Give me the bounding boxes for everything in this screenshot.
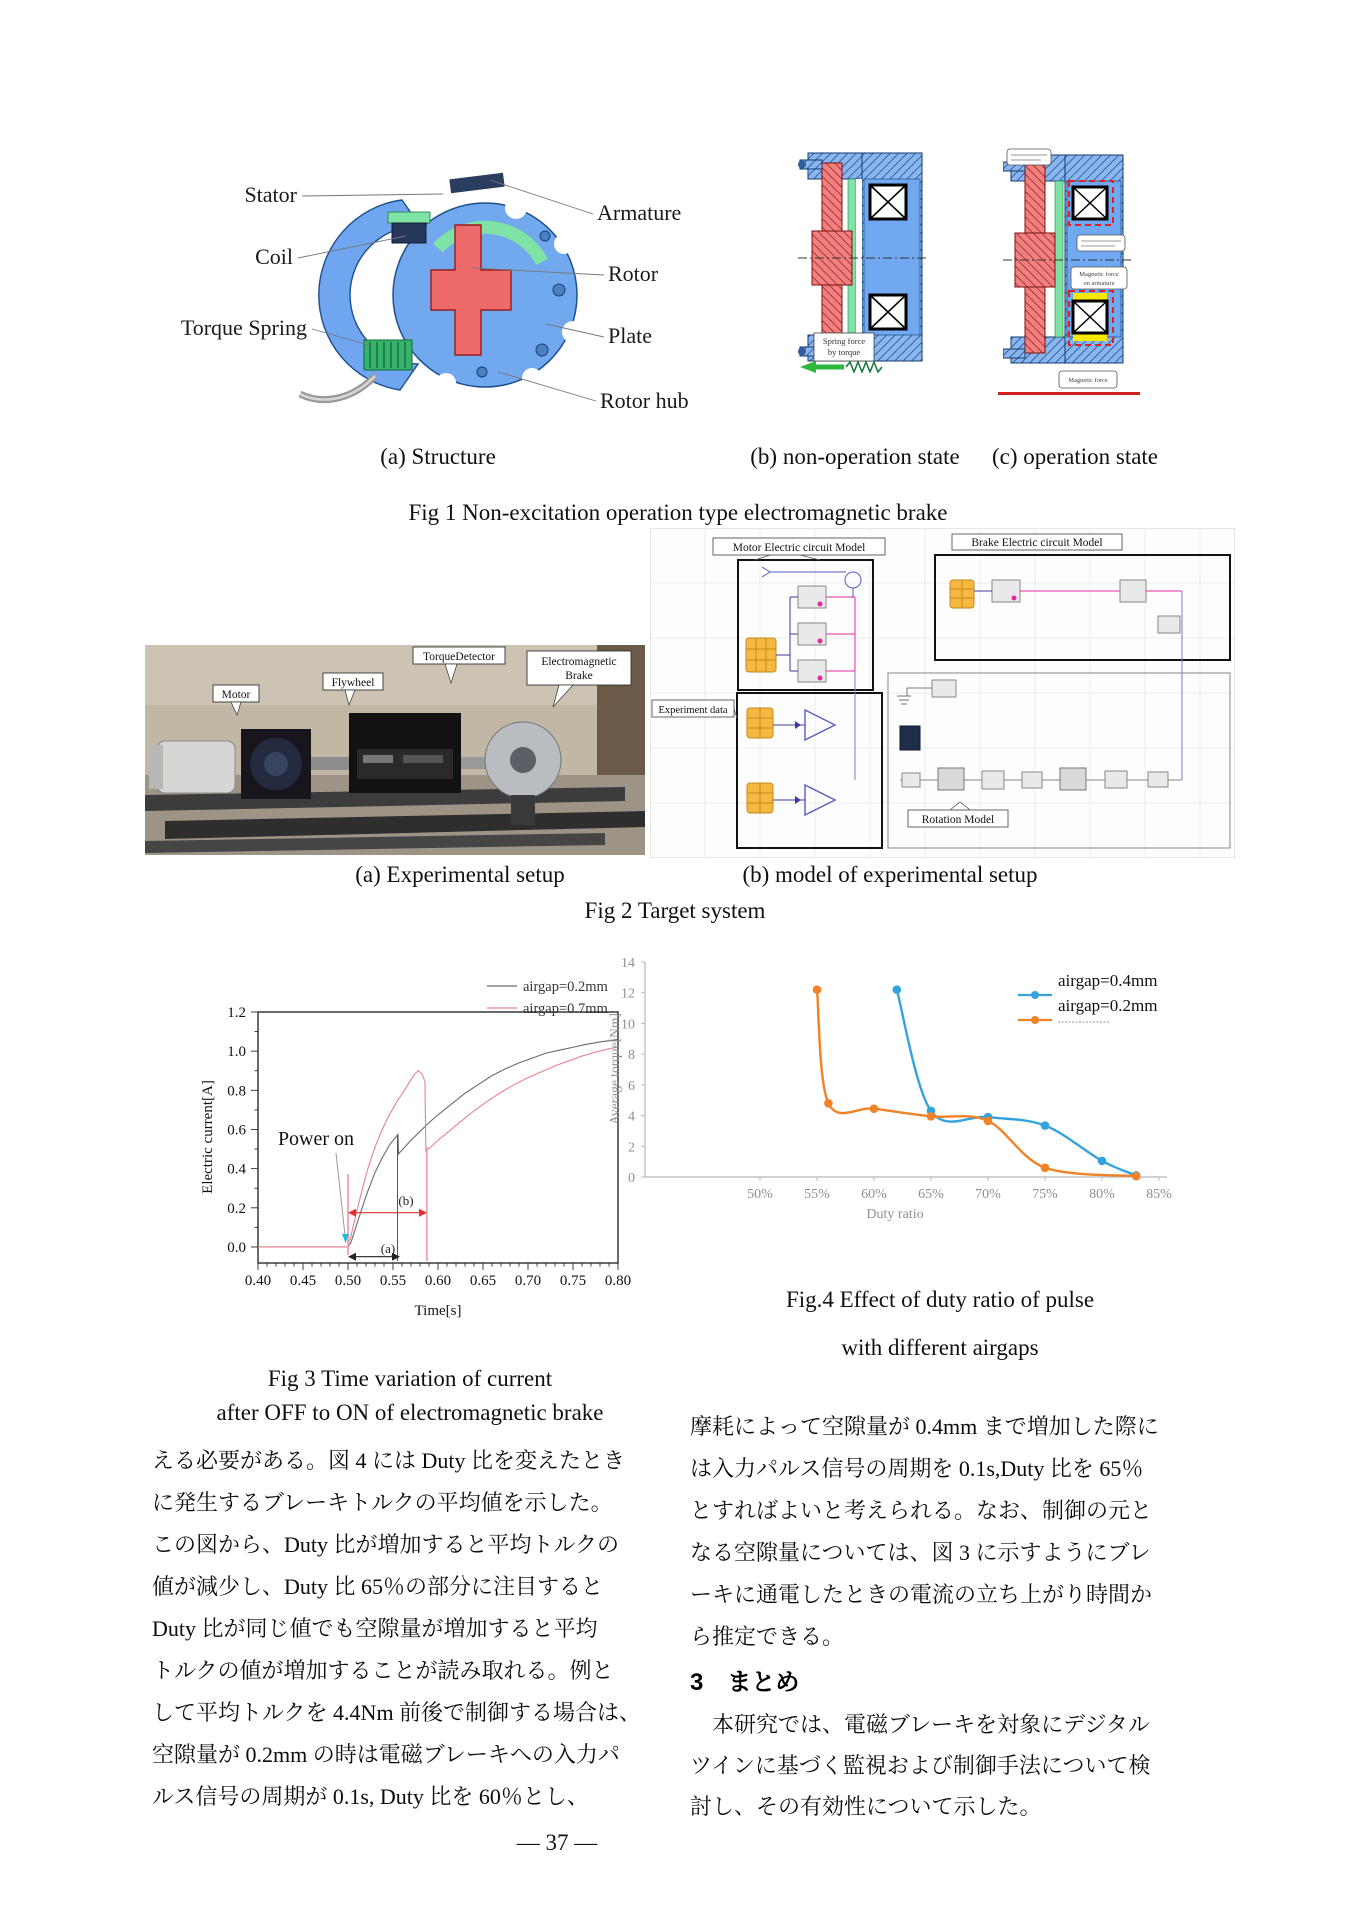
fig1a-structure-diagram [150,140,700,430]
svg-text:14: 14 [621,956,635,972]
svg-text:1.0: 1.0 [227,1044,246,1061]
spring-force-label-1: Spring force [822,336,866,346]
right-text-line: 摩耗によって空隙量が 0.4mm まで増加した際に [690,1414,1159,1439]
svg-text:(a): (a) [380,1241,396,1256]
section-heading: 3 まとめ [690,1669,800,1696]
fig2-sub-caption-b: (b) model of experimental setup [742,862,1038,887]
right-text-line: とすればよいと考えられる。なお、制御の元と [690,1498,1153,1523]
coil-block [392,223,426,243]
model-label-motor: Motor Electric circuit Model [732,542,866,554]
fig4-caption-line2: with different airgaps [841,1335,1039,1360]
svg-text:0.75: 0.75 [559,1273,587,1289]
left-text-line: 空隙量が 0.2mm の時は電磁ブレーキへの入力パ [152,1742,620,1767]
left-text-line: に発生するブレーキトルクの平均値を示した。 [152,1490,613,1515]
svg-text:0.60: 0.60 [424,1273,452,1289]
svg-text:0.80: 0.80 [604,1273,632,1289]
photo-label-brake-2: Brake [565,670,593,682]
svg-text:airgap=0.2mm: airgap=0.2mm [523,979,608,995]
label-plate: Plate [608,323,652,348]
fig1-sub-caption-b: (b) non-operation state [750,444,960,469]
left-text-line: 値が減少し、Duty 比 65％の部分に注目すると [152,1574,604,1599]
model-label-brake: Brake Electric circuit Model [971,537,1103,549]
magnetic-force-label-2: on armature [1083,280,1115,287]
svg-text:0.2: 0.2 [227,1200,246,1217]
fig2-sub-caption-a: (a) Experimental setup [355,862,565,887]
left-text-line: ルス信号の周期が 0.1s, Duty 比を 60％とし、 [152,1784,589,1809]
svg-text:0: 0 [628,1171,635,1186]
photo-label-brake-1: Electromagnetic [541,656,617,668]
right-text-line: は入力パルス信号の周期を 0.1s,Duty 比を 65％ [690,1456,1144,1481]
spring-force-label-2: by torque [827,347,861,357]
svg-text:airgap=0.4mm: airgap=0.4mm [1058,971,1158,990]
svg-text:0.4: 0.4 [227,1161,246,1178]
fig3-caption-line1: Fig 3 Time variation of current [267,1366,553,1391]
label-rotor: Rotor [608,261,659,286]
svg-text:0.40: 0.40 [244,1273,272,1289]
fig1b-non-operation-diagram [798,143,928,373]
svg-text:4: 4 [628,1109,635,1125]
fig4-caption-line1: Fig.4 Effect of duty ratio of pulse [785,1287,1095,1312]
red-underline [998,392,1140,395]
label-coil: Coil [255,244,293,269]
fig4-torque-chart [605,955,1190,1235]
spring-force-arrow [800,361,816,373]
svg-text:Duty ratio: Duty ratio [866,1207,924,1222]
right-column-text [690,1406,1230,1658]
summary-line: 本研究では、電磁ブレーキを対象にデジタル [690,1712,1150,1737]
svg-text:1.2: 1.2 [227,1005,246,1021]
left-text-line: トルクの値が増加することが読み取れる。例と [152,1658,614,1683]
label-rotor-hub: Rotor hub [600,388,689,413]
svg-text:55%: 55% [804,1187,830,1202]
photo-label-motor: Motor [221,689,251,701]
svg-text:65%: 65% [918,1187,944,1202]
summary-text [690,1704,1230,1827]
svg-text:12: 12 [621,986,635,1002]
armature-strip [449,173,504,193]
fig1-sub-caption-c: (c) operation state [991,444,1159,469]
fig1-caption: Fig 1 Non-excitation operation type electromagnetic brake [408,500,948,525]
model-label-experiment: Experiment data [658,705,728,716]
left-text-line: Duty 比が同じ値でも空隙量が増加すると平均 [152,1616,598,1641]
cable [300,376,375,400]
fig2a-experimental-setup-photo [145,645,645,855]
left-text-line: して平均トルクを 4.4Nm 前後で制御する場合は、 [152,1700,642,1725]
label-armature: Armature [597,200,682,225]
svg-text:0.0: 0.0 [227,1239,246,1256]
svg-text:60%: 60% [861,1187,887,1202]
svg-text:70%: 70% [975,1187,1001,1202]
svg-text:10: 10 [621,1017,635,1033]
left-text-line: この図から、Duty 比が増加すると平均トルクの [152,1532,620,1557]
svg-text:airgap=0.7mm: airgap=0.7mm [523,1001,608,1017]
svg-text:85%: 85% [1146,1187,1172,1202]
svg-text:0.70: 0.70 [514,1273,542,1289]
magnetic-force-label-3: Magnetic force [1068,377,1108,384]
svg-text:0.45: 0.45 [289,1273,317,1289]
fig3-caption [150,1362,670,1430]
photo-motor [157,741,235,793]
svg-text:50%: 50% [747,1187,773,1202]
fig3-current-chart [150,955,650,1355]
label-torque-spring: Torque Spring [180,315,307,340]
fig1-sub-caption-a: (a) Structure [380,444,496,469]
svg-text:0.55: 0.55 [379,1273,407,1289]
svg-text:75%: 75% [1032,1187,1058,1202]
fig1c-operation-diagram [1003,143,1131,393]
summary-line: ツインに基づく監視および制御手法について検 [690,1753,1151,1778]
left-column-text [152,1440,672,1818]
fig2-caption: Fig 2 Target system [584,898,766,923]
svg-text:(b): (b) [398,1193,414,1208]
fig3-caption-line2: after OFF to ON of electromagnetic brake [216,1400,604,1425]
spring-coil [846,362,882,372]
svg-text:0.50: 0.50 [334,1273,362,1289]
svg-text:Power on: Power on [277,1128,355,1150]
svg-text:Average torque[Nm]: Average torque[Nm] [607,1013,622,1125]
model-label-rotation: Rotation Model [921,814,995,826]
right-text-line: ら推定できる。 [690,1624,845,1649]
svg-text:80%: 80% [1089,1187,1115,1202]
right-text-line: ーキに通電したときの電流の立ち上がり時間か [690,1582,1153,1607]
svg-text:0.8: 0.8 [227,1083,246,1100]
fig2b-simulink-model [650,528,1235,858]
photo-label-flywheel: Flywheel [331,677,375,689]
left-text-line: える必要がある。図 4 には Duty 比を変えたとき [152,1448,626,1473]
svg-text:0.65: 0.65 [469,1273,497,1289]
svg-text:6: 6 [628,1078,635,1094]
svg-text:Electric current[A]: Electric current[A] [200,1080,216,1194]
svg-text:airgap=0.2mm: airgap=0.2mm [1058,996,1158,1015]
svg-text:2: 2 [628,1140,635,1156]
svg-text:8: 8 [628,1048,635,1064]
magnetic-force-label-1: Magnetic force [1079,271,1119,278]
fig4-caption [650,1276,1230,1372]
summary-line: 討し、その有効性について示した。 [690,1794,1042,1819]
right-text-line: なる空隙量については、図 3 に示すようにブレ [690,1540,1151,1565]
svg-text:Time[s]: Time[s] [414,1303,462,1319]
page-number: ― 37 ― [516,1830,598,1855]
svg-text:0.6: 0.6 [227,1122,246,1139]
photo-label-torque-detector: TorqueDetector [423,651,495,663]
label-stator: Stator [244,182,297,207]
